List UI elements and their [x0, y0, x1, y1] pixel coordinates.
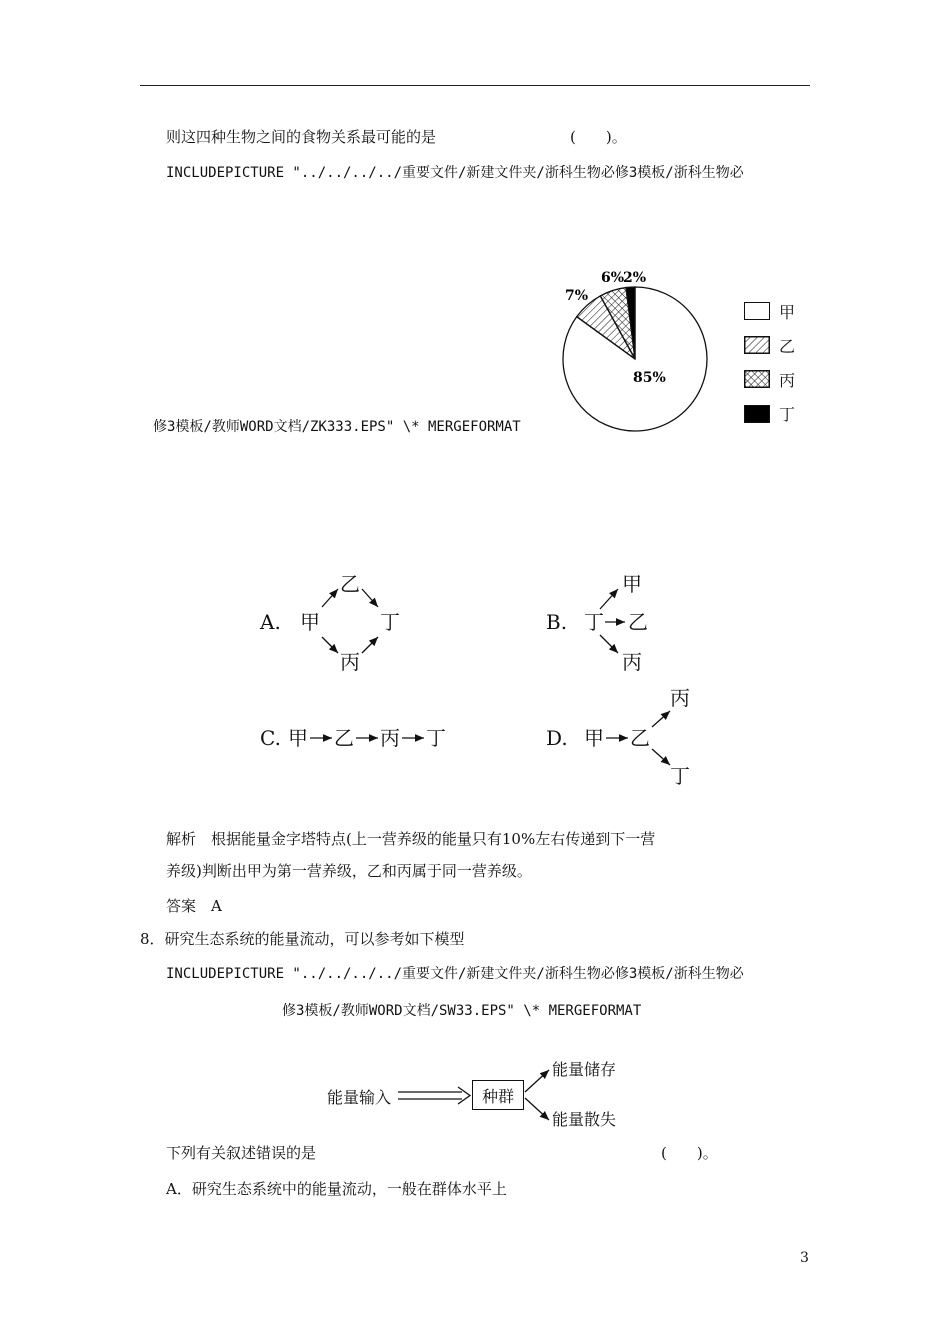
legend-swatch-jia — [744, 302, 770, 320]
arrow-b-ding-jia — [600, 589, 618, 609]
option-a-yi: 乙 — [340, 572, 360, 596]
option-c-ding: 丁 — [426, 726, 446, 750]
analysis-line2: 养级)判断出甲为第一营养级，乙和丙属于同一营养级。 — [166, 862, 532, 880]
option-d-jia: 甲 — [584, 726, 604, 750]
arrow-a-jia-yi — [322, 589, 338, 607]
option-d-label: D. — [546, 726, 568, 750]
pie-label-yi: 7% — [565, 288, 589, 304]
arrow-a-jia-bing — [322, 637, 338, 653]
q8-include-line1: INCLUDEPICTURE "../../../../重要文件/新建文件夹/浙科生物必修3模板/浙科生物必 — [166, 966, 744, 982]
arrow-b-ding-bing — [600, 635, 618, 653]
option-c-label: C. — [260, 726, 281, 750]
option-d-yi: 乙 — [630, 726, 650, 750]
model-energy-storage: 能量储存 — [552, 1060, 617, 1079]
arrow-d-yi-ding — [652, 749, 670, 765]
arrow-a-yi-ding — [362, 589, 378, 607]
option-b-bing: 丙 — [622, 650, 642, 674]
arrow-a-bing-ding — [362, 637, 378, 653]
option-d-ding: 丁 — [670, 764, 690, 788]
option-d-bing: 丙 — [670, 686, 690, 710]
pie-chart — [555, 262, 725, 442]
option-c-jia: 甲 — [288, 726, 308, 750]
model-population-label: 种群 — [481, 1086, 514, 1106]
model-energy-input: 能量输入 — [327, 1088, 392, 1107]
pie-label-ding: 2% — [623, 270, 647, 286]
option-b-label: B. — [546, 610, 568, 634]
q8-option-a: A．研究生态系统中的能量流动，一般在群体水平上 — [166, 1180, 507, 1198]
legend-label-ding: 丁 — [779, 405, 796, 424]
model-energy-loss: 能量散失 — [552, 1110, 617, 1129]
option-c-yi: 乙 — [334, 726, 354, 750]
food-web-options — [250, 565, 720, 795]
analysis-line1: 解析 根据能量金字塔特点(上一营养级的能量只有10%左右传递到下一营 — [166, 830, 656, 848]
double-arrow — [396, 1083, 474, 1109]
branch-arrows — [522, 1062, 556, 1128]
legend-swatch-ding — [744, 405, 770, 423]
q8-include-line2: 修3模板/教师WORD文档/SW33.EPS" \* MERGEFORMAT — [282, 1003, 642, 1019]
option-a-label: A. — [260, 610, 281, 634]
option-a-ding: 丁 — [380, 610, 400, 634]
arrow-d-yi-bing — [652, 711, 670, 727]
pie-label-jia: 85% — [633, 370, 666, 386]
option-b-ding: 丁 — [584, 610, 604, 634]
q7-include-line2: 修3模板/教师WORD文档/ZK333.EPS" \* MERGEFORMAT — [153, 419, 521, 435]
option-b-jia: 甲 — [622, 572, 642, 596]
legend-swatch-bing — [744, 370, 770, 388]
pie-label-bing: 6% — [601, 270, 625, 286]
q8-stem: 8．研究生态系统的能量流动，可以参考如下模型 — [140, 930, 465, 948]
option-a-jia: 甲 — [300, 610, 320, 634]
option-c-bing: 丙 — [380, 726, 400, 750]
option-a-bing: 丙 — [340, 650, 360, 674]
legend-label-bing: 丙 — [779, 371, 796, 390]
page-number: 3 — [800, 1250, 809, 1266]
legend-label-jia: 甲 — [779, 303, 796, 322]
legend-label-yi: 乙 — [779, 337, 796, 356]
option-b-yi: 乙 — [628, 610, 648, 634]
q7-include-line1: INCLUDEPICTURE "../../../../重要文件/新建文件夹/浙科生物必修3模板/浙科生物必 — [166, 165, 744, 181]
q8-question: 下列有关叙述错误的是 — [166, 1144, 317, 1162]
q7-stem: 则这四种生物之间的食物关系最可能的是 — [166, 128, 437, 146]
q8-blank: ( )。 — [661, 1144, 718, 1162]
model-population-box — [472, 1080, 524, 1110]
answer: 答案 A — [166, 897, 222, 915]
legend-swatch-yi — [744, 336, 770, 354]
q7-blank: ( )。 — [570, 128, 627, 146]
header-rule — [140, 85, 810, 86]
